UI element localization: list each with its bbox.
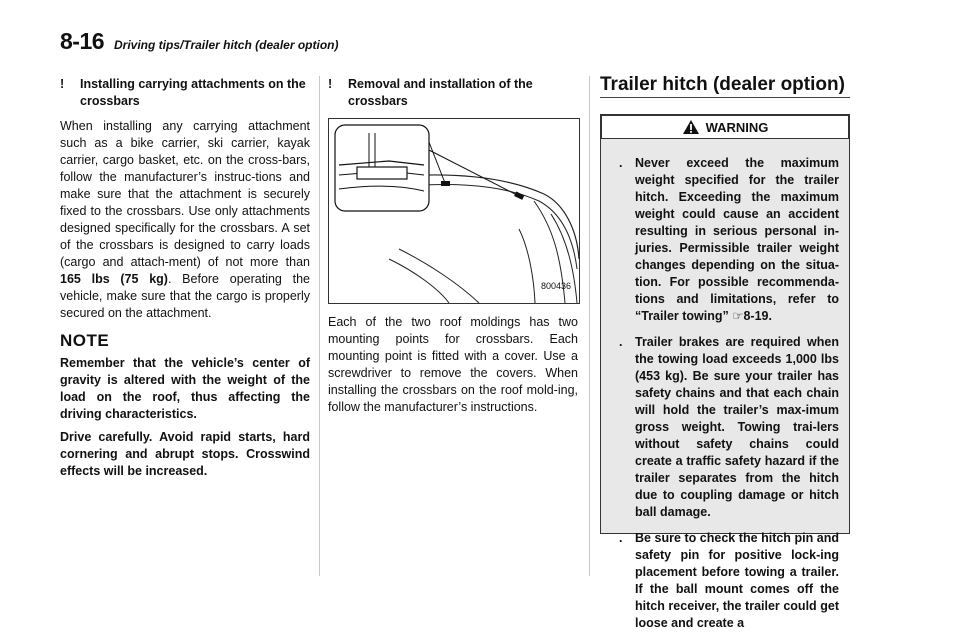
right-column [600, 74, 850, 630]
column-divider [319, 76, 320, 576]
warning-box [600, 114, 850, 630]
heading-text: Removal and installation of the crossbars [348, 77, 533, 108]
crossbars-paragraph: Each of the two roof moldings has two mounting points for crossbars. Each mounting point is fitted with a cover. Use a screwdriver to remove the covers. When installing the crossbars on the roof mold-ing, follow the manufacturer’s instructions. [328, 315, 578, 414]
load-limit: 165 lbs (75 kg) [60, 272, 168, 286]
warning-triangle-icon [682, 119, 700, 135]
bullet-dot: . [619, 156, 623, 170]
warning-label [601, 115, 849, 139]
roof-molding-figure [328, 118, 580, 304]
attachments-paragraph: When installing any carrying attachment such as a bike carrier, ski carrier, kayak carrier, cargo basket, etc. on the cross-bars, follow the manufacturer’s instruc-tions and make sure that the attachment is securely fixed to the crossbars. Use only attachments designed specifically for the crossbars. A set of the crossbars is designed to carry loads (cargo and attach-ment) of not more than 165 lbs (75 kg). Before operating the vehicle, make sure that the cargo is properly secured on the attachment. [60, 119, 310, 320]
note-text-2: Drive carefully. Avoid rapid starts, hard cornering and abrupt stops. Crosswind effects will be increased. [60, 430, 310, 478]
bullet-mark: ! [60, 77, 65, 91]
section-heading-crossbars [328, 76, 578, 110]
section-heading-carrying-attachments [60, 76, 310, 110]
bullet-dot: . [619, 335, 623, 349]
column-divider [589, 76, 590, 576]
page-header [60, 28, 850, 58]
page-number: 8-16 [60, 28, 105, 54]
running-title: Driving tips/Trailer hitch (dealer option) [114, 38, 339, 52]
warning-item-1: . Never exceed the maximum weight specified for the trailer hitch. Exceeding the maximum weight could cause an accident resulting in serious personal in-juries. Permissible trailer weight changes depending on the situa-tion. For possible recommenda-tions and limitations, refer to “Trailer towing” ☞8-19. [619, 156, 839, 323]
middle-column [328, 76, 578, 422]
bullet-dot: . [619, 531, 623, 545]
figure-code: 800436 [540, 281, 571, 291]
warning-item-2: . Trailer brakes are required when the towing load exceeds 1,000 lbs (453 kg). Be sure your trailer has safety chains and that each chain will hold the trailer’s max-imum gross weight. Towing trai-lers without safety chains could create a traffic safety hazard if the trailer separates from the hitch due to coupling damage or hitch ball damage. [619, 335, 839, 519]
roof-molding-illustration [329, 119, 579, 303]
warning-item-3: . Be sure to check the hitch pin and safety pin for positive lock-ing placement before towing a trailer. If the ball mount comes off the hitch receiver, the trailer could get loose and create a [619, 531, 839, 630]
left-column [60, 76, 310, 486]
heading-text: Installing carrying attachments on the crossbars [80, 77, 306, 108]
reference-icon: ☞ [732, 309, 744, 323]
note-title: NOTE [60, 331, 110, 350]
section-title-trailer-hitch: Trailer hitch (dealer option) [600, 76, 850, 98]
note-text-1: Remember that the vehicle’s center of gravity is altered with the weight of the load on the roof, thus affecting the driving characteristics. [60, 356, 310, 421]
bullet-mark: ! [328, 77, 333, 91]
warning-label-text: WARNING [705, 119, 769, 135]
